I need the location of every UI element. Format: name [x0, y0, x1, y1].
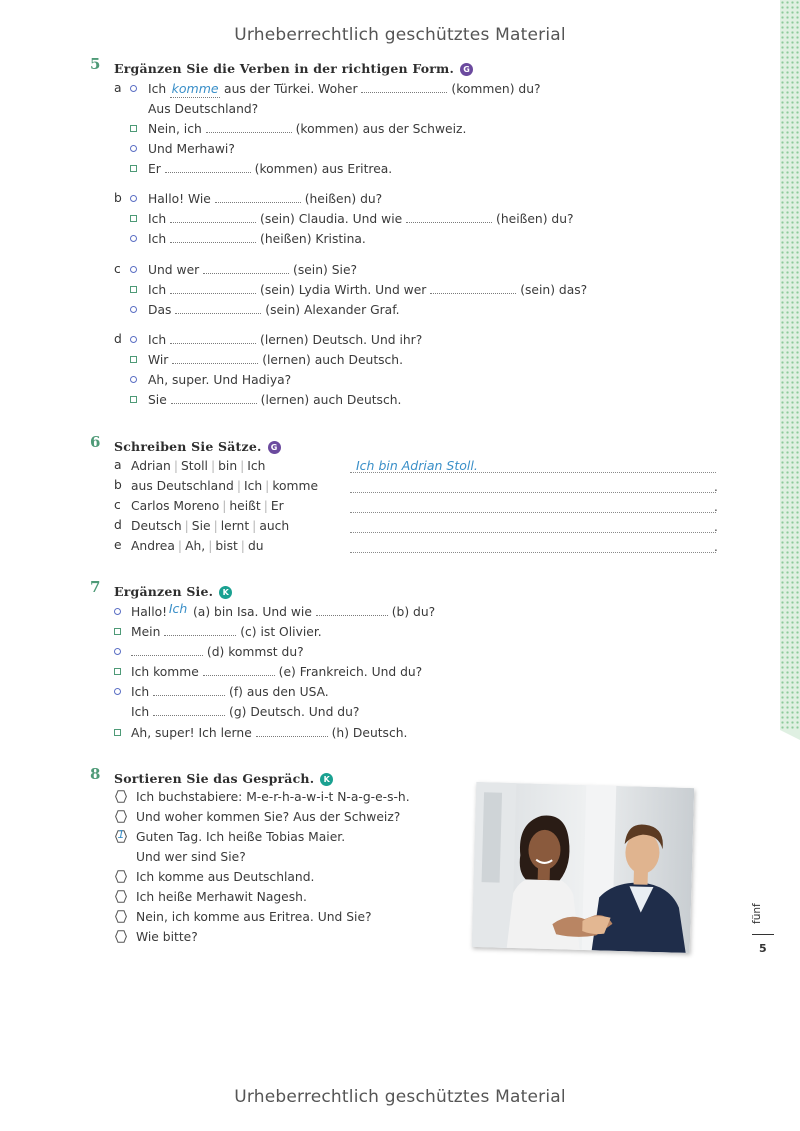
grammar-badge-icon: G [268, 441, 281, 454]
end-period: . [714, 540, 718, 554]
exercise-5-title: Ergänzen Sie die Verben in der richtigen Form. [114, 61, 455, 76]
speaker-circle-icon [114, 688, 121, 695]
exercise-5-heading [114, 58, 473, 77]
word-list: Andrea | Ah, | bist | du [131, 539, 264, 553]
watermark-top: Urheberrechtlich geschütztes Material [234, 25, 566, 45]
ex7-line3: (d) kommst du? [131, 644, 304, 660]
order-hexagon-icon[interactable] [115, 930, 127, 943]
sentence-row [114, 458, 724, 478]
blank-field[interactable] [206, 122, 292, 133]
speaker-circle-icon [130, 235, 137, 242]
exercise-6-rows [114, 458, 724, 558]
handwritten-answer: komme [171, 81, 219, 96]
ex5-d-line3: Ah, super. Und Hadiya? [148, 373, 292, 387]
exercise-7-number: 7 [90, 578, 101, 596]
exercise-8-number: 8 [90, 765, 101, 783]
word-list: Carlos Moreno | heißt | Er [131, 499, 284, 513]
item-label: b [114, 478, 122, 492]
item-label: a [114, 81, 122, 95]
speaker-circle-icon [130, 85, 137, 92]
exercise-6-number: 6 [90, 433, 101, 451]
dialogue-item [114, 909, 454, 929]
dialogue-text: Guten Tag. Ich heiße Tobias Maier. [136, 830, 346, 844]
speaker-square-icon [130, 286, 137, 293]
ex5-c-line2: Ich (sein) Lydia Wirth. Und wer (sein) das? [148, 283, 588, 297]
item-label: c [114, 498, 121, 512]
dialogue-item [114, 809, 454, 829]
ex5-c-line1: Und wer (sein) Sie? [148, 263, 358, 277]
answer-line[interactable] [350, 458, 716, 473]
dialogue-text: Ich komme aus Deutschland. [136, 870, 315, 884]
item-label: d [114, 332, 122, 346]
item-label: c [114, 262, 121, 276]
order-number: 1 [117, 828, 125, 841]
handshake-illustration [472, 782, 695, 953]
ex7-line4: Ich komme (e) Frankreich. Und du? [131, 665, 423, 679]
speaker-square-icon [130, 165, 137, 172]
blank-field[interactable] [153, 685, 225, 696]
dialogue-item [114, 869, 454, 889]
ex5-a-line2: Aus Deutschland? [148, 102, 259, 116]
end-period: . [714, 500, 718, 514]
ex5-d-line2: Wir (lernen) auch Deutsch. [148, 353, 404, 367]
blank-field[interactable] [131, 645, 203, 656]
blank-field[interactable] [430, 283, 516, 294]
word-list: Adrian | Stoll | bin | Ich [131, 459, 266, 473]
sentence-row [114, 518, 724, 538]
word-list: Deutsch | Sie | lernt | auch [131, 519, 290, 533]
dialogue-item [114, 789, 454, 809]
grammar-badge-icon: G [460, 63, 473, 76]
exercise-6-heading [114, 436, 281, 455]
sentence-row [114, 498, 724, 518]
handwritten-answer: Ich bin Adrian Stoll. [356, 458, 478, 473]
ex5-a-line3: Nein, ich (kommen) aus der Schweiz. [148, 122, 467, 136]
dialogue-text: Ich buchstabiere: M-e-r-h-a-w-i-t N-a-g-e-s-h. [136, 790, 410, 804]
blank-field[interactable] [256, 726, 328, 737]
end-period: . [714, 520, 718, 534]
page-word: fünf [751, 903, 763, 924]
blank-field[interactable] [165, 162, 251, 173]
blank-field[interactable] [170, 333, 256, 344]
speaker-square-icon [130, 215, 137, 222]
order-hexagon-icon[interactable] [115, 810, 127, 823]
speaker-square-icon [130, 396, 137, 403]
blank-field[interactable] [170, 212, 256, 223]
blank-field[interactable] [203, 665, 275, 676]
speaker-circle-icon [130, 195, 137, 202]
ex7-line6: Ich (g) Deutsch. Und du? [131, 705, 360, 719]
answer-line[interactable] [350, 498, 716, 513]
blank-field[interactable] [172, 353, 258, 364]
dialogue-text: Und woher kommen Sie? Aus der Schweiz? [136, 810, 401, 824]
blank-field[interactable] [406, 212, 492, 223]
ex5-a-line4: Und Merhawi? [148, 142, 235, 156]
speaker-square-icon [114, 628, 121, 635]
dialogue-sort-list [114, 789, 454, 949]
watermark-bottom: Urheberrechtlich geschütztes Material [234, 1087, 566, 1107]
ex5-c-line3: Das (sein) Alexander Graf. [148, 303, 400, 317]
exercise-7-title: Ergänzen Sie. [114, 584, 214, 599]
order-hexagon-icon[interactable] [115, 870, 127, 883]
speaker-circle-icon [114, 648, 121, 655]
order-hexagon-icon[interactable] [115, 790, 127, 803]
knowledge-badge-icon: K [219, 586, 232, 599]
exercise-7-heading [114, 581, 232, 600]
dialogue-item [114, 889, 454, 909]
handwritten-answer: Ich [168, 601, 188, 616]
blank-field[interactable] [171, 393, 257, 404]
dialogue-text: Nein, ich komme aus Eritrea. Und Sie? [136, 910, 372, 924]
ex5-d-line4: Sie (lernen) auch Deutsch. [148, 393, 402, 407]
page-number: 5 [759, 942, 767, 955]
exercise-5-number: 5 [90, 55, 101, 73]
answer-line[interactable] [350, 538, 716, 553]
word-list: aus Deutschland | Ich | komme [131, 479, 319, 493]
speaker-square-icon [130, 125, 137, 132]
item-label: b [114, 191, 122, 205]
blank-field[interactable] [215, 192, 301, 203]
item-label: a [114, 458, 122, 472]
order-hexagon-icon[interactable] [115, 910, 127, 923]
dialogue-item [114, 929, 454, 949]
blank-field[interactable] [316, 605, 388, 616]
page-divider [752, 934, 774, 935]
dialogue-text: Ich heiße Merhawit Nagesh. [136, 890, 307, 904]
ex5-b-line2: Ich (sein) Claudia. Und wie (heißen) du? [148, 212, 574, 226]
exercise-8-heading [114, 768, 333, 787]
ex7-line7: Ah, super! Ich lerne (h) Deutsch. [131, 726, 408, 740]
page-word-box [751, 900, 771, 930]
speaker-circle-icon [130, 306, 137, 313]
speaker-square-icon [114, 729, 121, 736]
sentence-row [114, 478, 724, 498]
dialogue-item [114, 829, 454, 849]
dialogue-text: Und wer sind Sie? [136, 850, 246, 864]
speaker-circle-icon [130, 266, 137, 273]
speaker-square-icon [114, 668, 121, 675]
knowledge-badge-icon: K [320, 773, 333, 786]
blank-field[interactable] [175, 303, 261, 314]
item-label: e [114, 538, 122, 552]
ex5-a-line5: Er (kommen) aus Eritrea. [148, 162, 393, 176]
ex7-line5: Ich (f) aus den USA. [131, 685, 329, 699]
speaker-circle-icon [130, 145, 137, 152]
ex5-b-line1: Hallo! Wie (heißen) du? [148, 192, 383, 206]
ex7-line1: Hallo! Ich (a) bin Isa. Und wie (b) du? [131, 601, 436, 619]
ex5-b-line3: Ich (heißen) Kristina. [148, 232, 366, 246]
ex5-a-line1: Ich komme aus der Türkei. Woher (kommen) du? [148, 81, 541, 96]
speaker-circle-icon [130, 336, 137, 343]
blank-field[interactable] [203, 263, 289, 274]
speaker-square-icon [130, 356, 137, 363]
blank-field[interactable] [153, 705, 225, 716]
blank-field[interactable] [170, 283, 256, 294]
blank-field[interactable] [170, 232, 256, 243]
exercise-8-title: Sortieren Sie das Gespräch. [114, 771, 315, 786]
speaker-circle-icon [130, 376, 137, 383]
ex7-line2: Mein (c) ist Olivier. [131, 625, 322, 639]
speaker-circle-icon [114, 608, 121, 615]
item-label: d [114, 518, 122, 532]
exercise-6-title: Schreiben Sie Sätze. [114, 439, 262, 454]
blank-field[interactable] [361, 82, 447, 93]
answer-line[interactable] [350, 478, 716, 493]
sentence-row [114, 538, 724, 558]
order-hexagon-icon[interactable] [115, 890, 127, 903]
ex5-d-line1: Ich (lernen) Deutsch. Und ihr? [148, 333, 423, 347]
answer-line[interactable] [350, 518, 716, 533]
blank-field[interactable] [164, 625, 236, 636]
dialogue-text: Wie bitte? [136, 930, 198, 944]
dialogue-item-continued [114, 849, 454, 869]
handshake-photo [472, 782, 695, 953]
end-period: . [714, 480, 718, 494]
decorative-side-strip [780, 0, 800, 730]
